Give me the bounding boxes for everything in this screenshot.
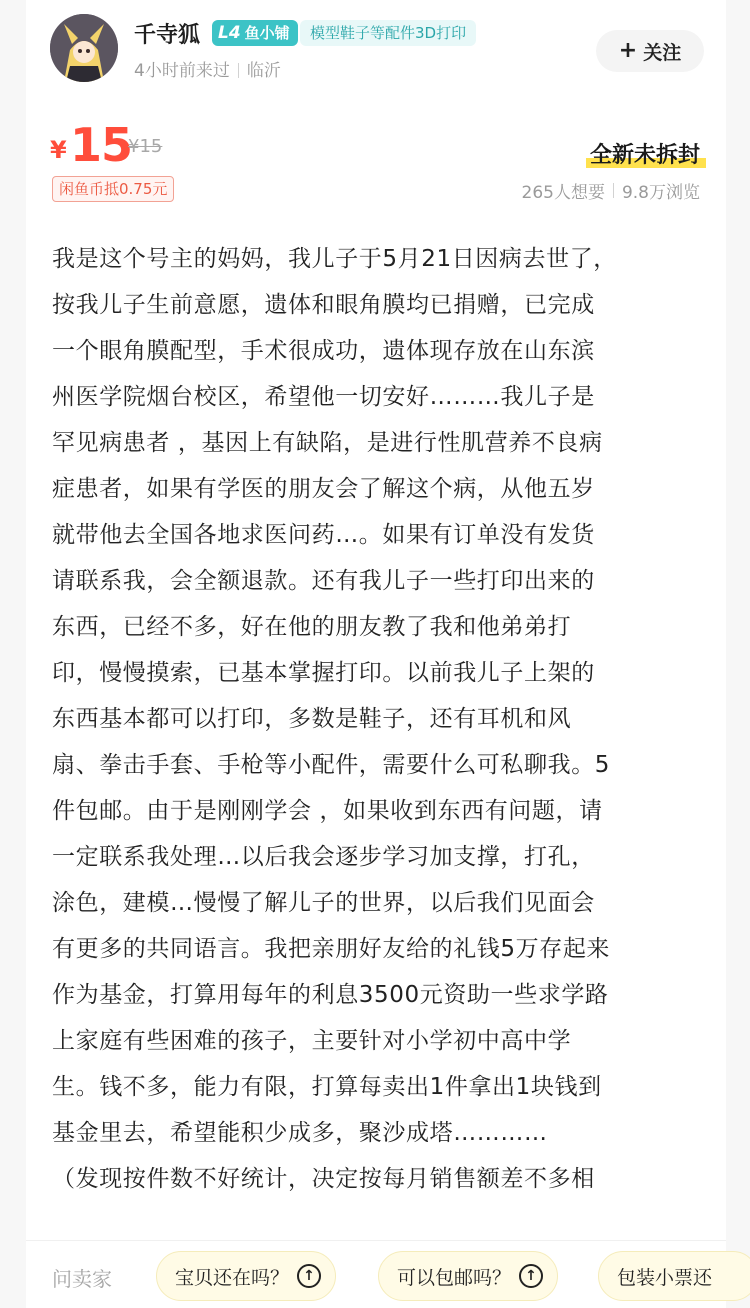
original-price: ¥15 <box>128 136 163 157</box>
description-line: 症患者，如果有学医的朋友会了解这个病，从他五岁 <box>52 476 595 502</box>
seller-meta <box>134 56 281 81</box>
seller-header <box>50 14 720 86</box>
seller-name[interactable]: 千寺狐 <box>134 23 201 48</box>
description-line: 印，慢慢摸索，已基本掌握打印。以前我儿子上架的 <box>52 660 595 686</box>
condition-label <box>590 138 700 169</box>
seller-level-badge[interactable] <box>212 20 298 46</box>
description-line: 有更多的共同语言。我把亲朋好友给的礼钱5万存起来 <box>52 936 611 962</box>
listing-stats <box>522 178 701 203</box>
stats-divider <box>613 183 614 198</box>
quick-question-in-stock[interactable] <box>156 1251 336 1301</box>
last-seen: 4小时前来过 <box>134 61 230 81</box>
description <box>52 236 712 1202</box>
price: 15 <box>70 118 133 172</box>
description-line: （发现按件数不好统计，决定按每月销售额差不多相 <box>52 1166 595 1192</box>
page-edge-right <box>726 0 750 1308</box>
price-section <box>50 118 700 208</box>
follow-label: 关注 <box>643 41 682 64</box>
quick-question-text: 包装小票还 <box>617 1266 713 1289</box>
condition-wrap <box>590 138 700 169</box>
description-line: 基金里去，希望能积少成多，聚沙成塔………… <box>52 1120 548 1146</box>
description-line: 涂色，建模…慢慢了解儿子的世界，以后我们见面会 <box>52 890 595 916</box>
quick-question-packaging[interactable] <box>598 1251 750 1301</box>
seller-avatar[interactable] <box>50 14 118 82</box>
currency-symbol: ¥ <box>50 136 67 164</box>
ask-seller-label[interactable]: 问卖家 <box>52 1267 112 1291</box>
follow-button[interactable] <box>596 30 704 72</box>
seller-location: 临沂 <box>246 61 281 81</box>
meta-divider <box>238 63 239 78</box>
description-line: 东西基本都可以打印，多数是鞋子，还有耳机和风 <box>52 706 572 732</box>
description-line: 我是这个号主的妈妈，我儿子于5月21日因病去世了， <box>52 246 617 272</box>
level-prefix: L4 <box>218 23 241 43</box>
arrow-up-icon: ↑ <box>297 1264 321 1288</box>
arrow-up-icon: ↑ <box>519 1264 543 1288</box>
level-label: 鱼小铺 <box>244 24 290 42</box>
shop-tag[interactable]: 模型鞋子等配件3D打印 <box>300 20 476 46</box>
ask-seller-bar <box>26 1240 726 1308</box>
description-line: 上家庭有些困难的孩子，主要针对小学初中高中学 <box>52 1028 572 1054</box>
wants-count: 265人想要 <box>521 183 605 203</box>
page-edge-left <box>0 0 26 1308</box>
quick-question-free-shipping[interactable] <box>378 1251 558 1301</box>
description-line: 东西，已经不多，好在他的朋友教了我和他弟弟打 <box>52 614 572 640</box>
description-line: 请联系我，会全额退款。还有我儿子一些打印出来的 <box>52 568 595 594</box>
description-line: 扇、拳击手套、手枪等小配件，需要什么可私聊我。5 <box>52 752 611 778</box>
description-line: 作为基金，打算用每年的利息3500元资助一些求学路 <box>52 982 609 1008</box>
description-line: 一个眼角膜配型，手术很成功，遗体现存放在山东滨 <box>52 338 595 364</box>
coin-discount-badge[interactable]: 闲鱼币抵0.75元 <box>52 176 174 202</box>
description-line: 一定联系我处理…以后我会逐步学习加支撑，打孔， <box>52 844 595 870</box>
quick-question-text: 宝贝还在吗？ <box>175 1266 290 1289</box>
views-count: 9.8万浏览 <box>621 183 700 203</box>
description-line: 生。钱不多，能力有限，打算每卖出1件拿出1块钱到 <box>52 1074 602 1100</box>
description-line: 按我儿子生前意愿，遗体和眼角膜均已捐赠，已完成 <box>52 292 595 318</box>
description-line: 件包邮。由于是刚刚学会 ，如果收到东西有问题，请 <box>52 798 603 824</box>
description-line: 罕见病患者 ，基因上有缺陷，是进行性肌营养不良病 <box>52 430 603 456</box>
description-line: 就带他去全国各地求医问药…。如果有订单没有发货 <box>52 522 595 548</box>
description-line: 州医学院烟台校区，希望他一切安好………我儿子是 <box>52 384 595 410</box>
condition-text: 全新未拆封 <box>589 143 700 168</box>
quick-question-text: 可以包邮吗？ <box>397 1266 512 1289</box>
plus-icon: + <box>618 38 638 63</box>
